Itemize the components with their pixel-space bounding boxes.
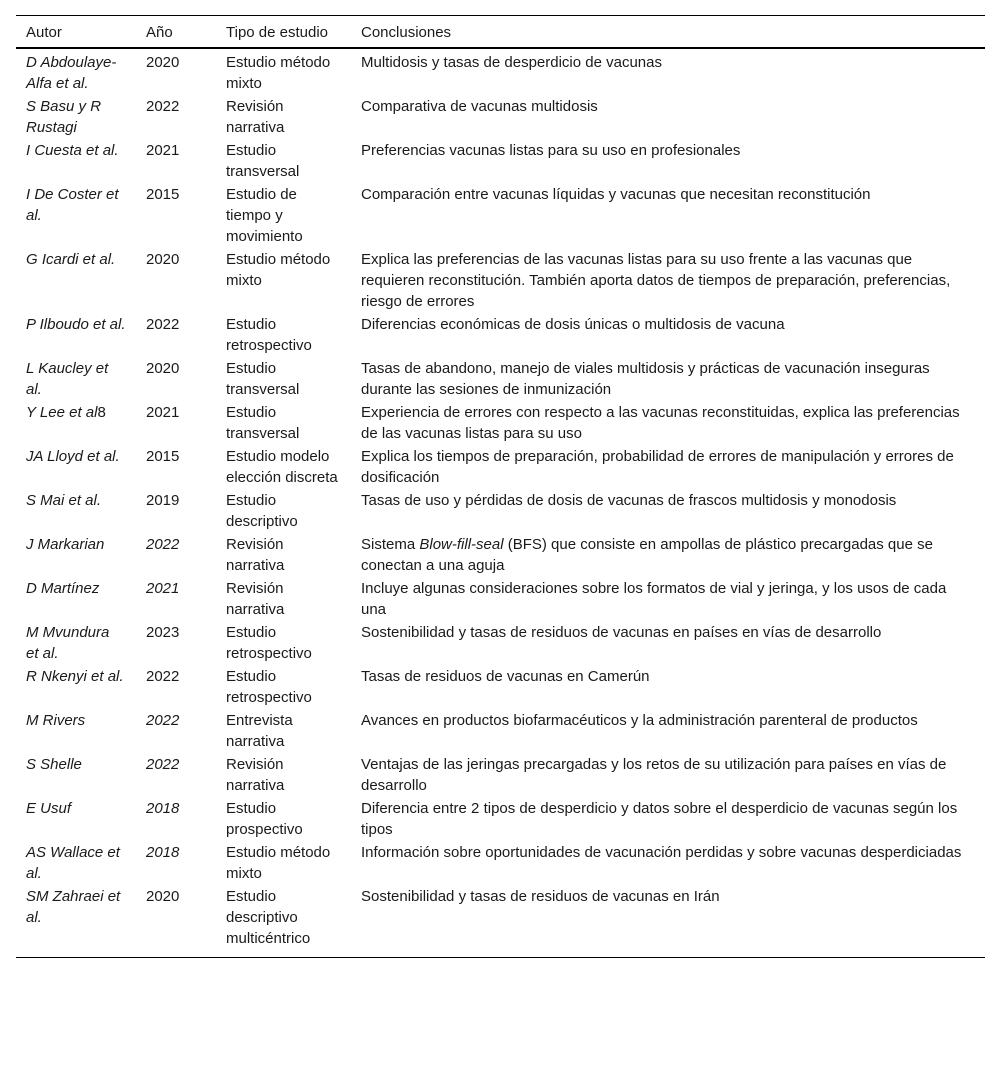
cell-study-type: Estudio descriptivo multicéntrico (226, 888, 311, 947)
cell-conclusions (351, 183, 985, 248)
table-row (16, 577, 985, 621)
conclusion-text: (BFS) que consiste en ampollas de plástico precargadas que se conectan a una aguja (361, 536, 933, 574)
header-author: Autor (26, 24, 62, 41)
cell-study-type: Revisión narrativa (226, 756, 285, 794)
author-text: M Mvundura et al. (26, 624, 110, 662)
header-study-type: Tipo de estudio (226, 24, 329, 41)
cell-year: 2020 (146, 251, 180, 268)
cell-year: 2018 (146, 844, 180, 861)
cell-year: 2022 (146, 756, 180, 773)
table-row (16, 139, 985, 183)
cell-study-type: Estudio transversal (226, 142, 300, 180)
cell-conclusions (351, 489, 985, 533)
author-text: JA Lloyd et al. (26, 448, 120, 465)
cell-study-type: Estudio descriptivo (226, 492, 298, 530)
cell-study-type: Estudio prospectivo (226, 800, 303, 838)
header-year: Año (146, 24, 173, 41)
author-text: S Basu y R Rustagi (26, 98, 102, 136)
cell-study-type: Estudio método mixto (226, 251, 331, 289)
table-row (16, 357, 985, 401)
cell-conclusions (351, 401, 985, 445)
cell-study-type: Entrevista narrativa (226, 712, 293, 750)
author-text: Y Lee et al (26, 404, 98, 421)
cell-author (16, 797, 136, 841)
cell-year: 2019 (146, 492, 180, 509)
cell-author (16, 709, 136, 753)
cell-study-type: Estudio retrospectivo (226, 624, 312, 662)
table-row (16, 709, 985, 753)
table-row (16, 183, 985, 248)
cell-conclusions (351, 621, 985, 665)
cell-conclusions (351, 48, 985, 95)
table-row (16, 95, 985, 139)
conclusion-prefix: Sistema (361, 536, 420, 553)
conclusion-text: Comparativa de vacunas multidosis (361, 98, 598, 115)
table-row (16, 313, 985, 357)
cell-author (16, 885, 136, 958)
author-text: S Shelle (26, 756, 82, 773)
cell-author (16, 139, 136, 183)
table-body (16, 48, 985, 958)
cell-conclusions (351, 533, 985, 577)
conclusion-text: Ventajas de las jeringas precargadas y los retos de su utilización para países en vías de desarrollo (361, 756, 947, 794)
cell-conclusions (351, 577, 985, 621)
cell-author (16, 313, 136, 357)
cell-year: 2021 (146, 580, 180, 597)
cell-author (16, 48, 136, 95)
studies-table (16, 15, 985, 958)
cell-author (16, 401, 136, 445)
cell-year: 2020 (146, 888, 180, 905)
cell-year: 2022 (146, 536, 180, 553)
cell-conclusions (351, 665, 985, 709)
cell-author (16, 489, 136, 533)
conclusion-text: Comparación entre vacunas líquidas y vacunas que necesitan reconstitución (361, 186, 871, 203)
cell-year: 2020 (146, 54, 180, 71)
conclusion-text: Preferencias vacunas listas para su uso en profesionales (361, 142, 741, 159)
cell-conclusions (351, 313, 985, 357)
cell-author (16, 841, 136, 885)
conclusion-text: Tasas de abandono, manejo de viales multidosis y prácticas de vacunación inseguras durante las sesiones de inmunización (361, 360, 930, 398)
cell-author (16, 248, 136, 313)
cell-conclusions (351, 95, 985, 139)
table-row (16, 753, 985, 797)
table-row (16, 797, 985, 841)
table-row (16, 401, 985, 445)
cell-study-type: Estudio método mixto (226, 54, 331, 92)
cell-study-type: Estudio retrospectivo (226, 316, 312, 354)
cell-study-type: Revisión narrativa (226, 536, 285, 574)
cell-year: 2022 (146, 712, 180, 729)
author-text: G Icardi et al. (26, 251, 116, 268)
author-text: SM Zahraei et al. (26, 888, 121, 926)
author-text: L Kaucley et al. (26, 360, 109, 398)
cell-year: 2023 (146, 624, 180, 641)
cell-study-type: Revisión narrativa (226, 580, 285, 618)
table-row (16, 489, 985, 533)
author-text: S Mai et al. (26, 492, 102, 509)
table-row (16, 248, 985, 313)
cell-study-type: Revisión narrativa (226, 98, 285, 136)
header-conclusions: Conclusiones (361, 24, 452, 41)
author-text: I De Coster et al. (26, 186, 119, 224)
conclusion-text: Incluye algunas consideraciones sobre los formatos de vial y jeringa, y los usos de cada una (361, 580, 947, 618)
conclusion-text: Tasas de uso y pérdidas de dosis de vacunas de frascos multidosis y monodosis (361, 492, 897, 509)
conclusion-text: Explica las preferencias de las vacunas listas para su uso frente a las vacunas que requieren reconstitución. También aporta datos de tiempos de preparación, preferencias, riesgo de errores (361, 251, 951, 310)
author-text: J Markarian (26, 536, 105, 553)
cell-year: 2021 (146, 404, 180, 421)
conclusion-text: Multidosis y tasas de desperdicio de vacunas (361, 54, 662, 71)
conclusion-text: Experiencia de errores con respecto a las vacunas reconstituidas, explica las preferencias de las vacunas listas para su uso (361, 404, 960, 442)
cell-author (16, 357, 136, 401)
author-text: D Abdoulaye-Alfa et al. (26, 54, 117, 92)
author-text: P Ilboudo et al. (26, 316, 126, 333)
cell-author (16, 533, 136, 577)
table-row (16, 665, 985, 709)
cell-study-type: Estudio método mixto (226, 844, 331, 882)
cell-author (16, 665, 136, 709)
author-reference: 8 (97, 404, 106, 421)
cell-author (16, 95, 136, 139)
cell-study-type: Estudio transversal (226, 404, 300, 442)
cell-conclusions (351, 357, 985, 401)
author-text: D Martínez (26, 580, 100, 597)
cell-conclusions (351, 841, 985, 885)
cell-study-type: Estudio modelo elección discreta (226, 448, 338, 486)
header-row (16, 16, 985, 49)
cell-author (16, 753, 136, 797)
conclusion-text: Sostenibilidad y tasas de residuos de vacunas en Irán (361, 888, 720, 905)
table-row (16, 841, 985, 885)
table-row (16, 885, 985, 958)
cell-author (16, 183, 136, 248)
table-header (16, 16, 985, 49)
author-text: I Cuesta et al. (26, 142, 119, 159)
cell-conclusions (351, 753, 985, 797)
cell-year: 2022 (146, 668, 180, 685)
author-text: M Rivers (26, 712, 86, 729)
cell-year: 2015 (146, 186, 180, 203)
cell-conclusions (351, 139, 985, 183)
cell-conclusions (351, 709, 985, 753)
cell-year: 2020 (146, 360, 180, 377)
cell-year: 2018 (146, 800, 180, 817)
conclusion-text: Sostenibilidad y tasas de residuos de vacunas en países en vías de desarrollo (361, 624, 882, 641)
conclusion-text: Explica los tiempos de preparación, probabilidad de errores de manipulación y errores de dosificación (361, 448, 954, 486)
cell-study-type: Estudio retrospectivo (226, 668, 312, 706)
table-row (16, 533, 985, 577)
cell-conclusions (351, 445, 985, 489)
cell-year: 2022 (146, 98, 180, 115)
cell-author (16, 445, 136, 489)
conclusion-text: Diferencias económicas de dosis únicas o multidosis de vacuna (361, 316, 785, 333)
cell-author (16, 621, 136, 665)
cell-year: 2021 (146, 142, 180, 159)
cell-conclusions (351, 248, 985, 313)
conclusion-text: Tasas de residuos de vacunas en Camerún (361, 668, 650, 685)
cell-year: 2015 (146, 448, 180, 465)
author-text: R Nkenyi et al. (26, 668, 124, 685)
table-row (16, 445, 985, 489)
conclusion-text: Información sobre oportunidades de vacunación perdidas y sobre vacunas desperdiciadas (361, 844, 962, 861)
cell-conclusions (351, 885, 985, 958)
cell-study-type: Estudio transversal (226, 360, 300, 398)
conclusion-text: Avances en productos biofarmacéuticos y la administración parenteral de productos (361, 712, 918, 729)
cell-year: 2022 (146, 316, 180, 333)
conclusion-text: Diferencia entre 2 tipos de desperdicio y datos sobre el desperdicio de vacunas según los tipos (361, 800, 958, 838)
conclusion-emphasis: Blow-fill-seal (419, 536, 504, 553)
author-text: E Usuf (26, 800, 72, 817)
cell-study-type: Estudio de tiempo y movimiento (226, 186, 303, 245)
table-row (16, 621, 985, 665)
cell-author (16, 577, 136, 621)
cell-conclusions (351, 797, 985, 841)
table-row (16, 48, 985, 95)
author-text: AS Wallace et al. (26, 844, 120, 882)
